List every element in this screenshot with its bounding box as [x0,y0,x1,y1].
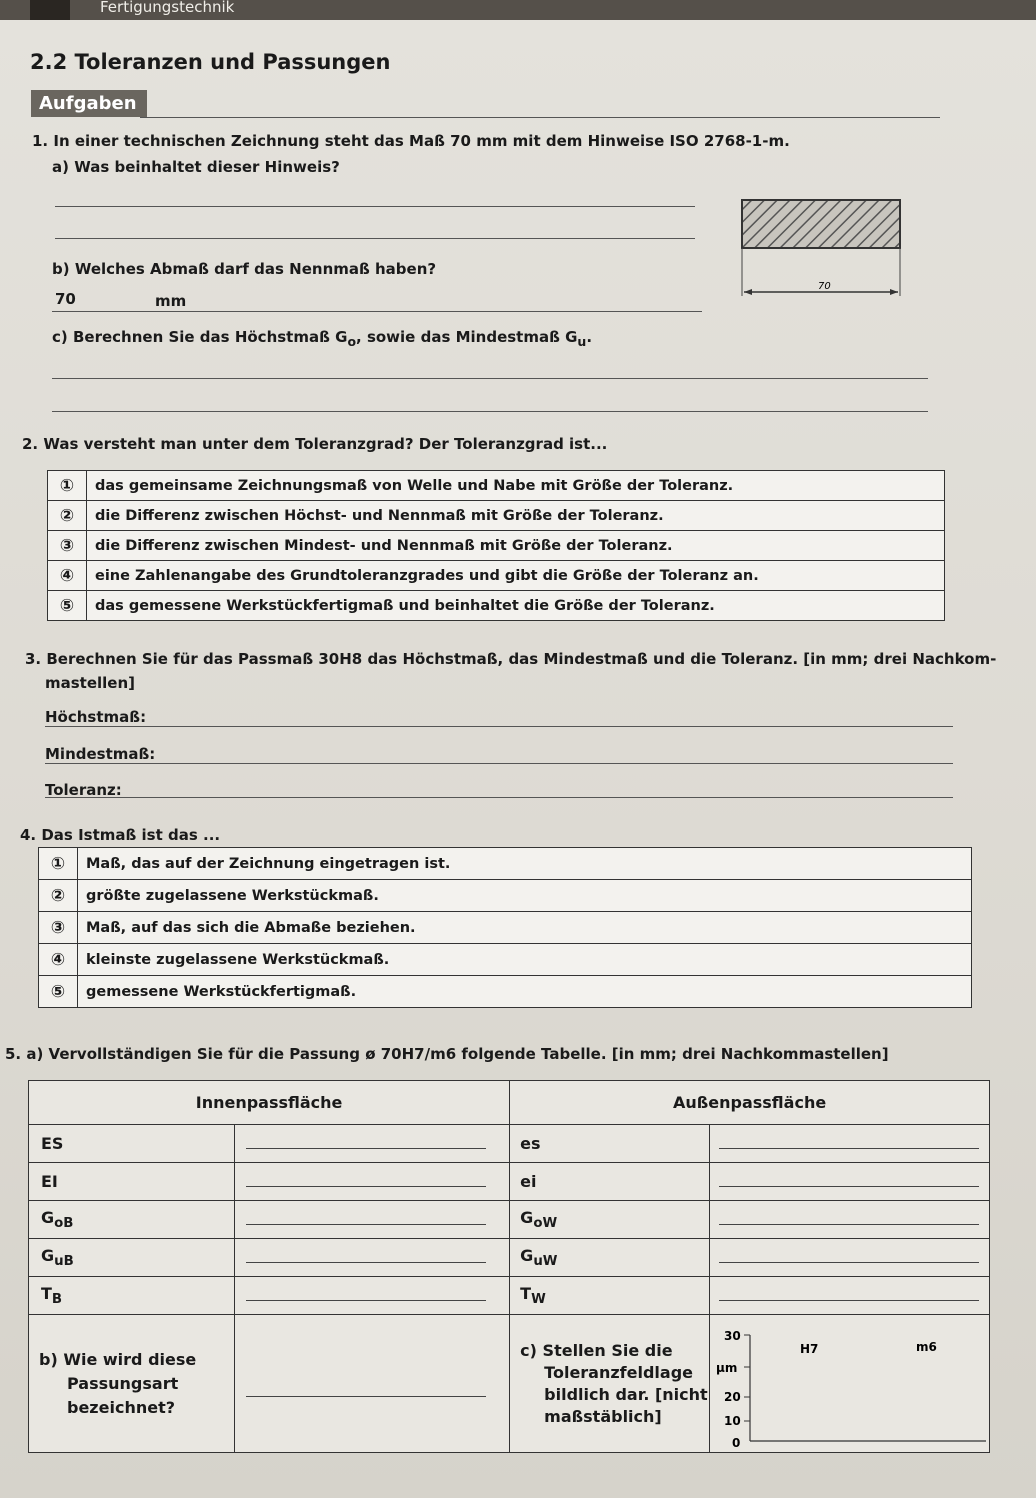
option-text: das gemessene Werkstückfertigmaß und beinhaltet die Größe der Toleranz. [87,591,945,621]
q2-options-table [47,470,945,621]
q1c-answer-line-1[interactable] [52,378,928,379]
q5b-question: b) Wie wird diese Passungsart bezeichnet? [29,1315,235,1453]
q1c-text: c) Berechnen Sie das Höchstmaß $G_o$, sowie das Mindestmaß $G_u$. [52,328,593,349]
outer-row-label: $G_{oW}$ [510,1201,710,1239]
option-text: Maß, auf das sich die Abmaße beziehen. [78,912,972,944]
option-number: ③ [39,912,78,944]
q2-option-1[interactable] [48,471,945,501]
q4-option-1[interactable] [39,848,972,880]
inner-row-label: ES [29,1125,235,1163]
q3-tol-label: Toleranz: [45,781,122,799]
inner-answer-cell[interactable] [235,1163,510,1201]
q5b-answer-cell[interactable] [235,1315,510,1453]
option-number: ① [48,471,87,501]
q3-min-label: Mindestmaß: [45,745,156,763]
figure-dimension-label: 70 [818,281,831,292]
tolerance-field-chart[interactable] [710,1317,988,1451]
option-number: ④ [39,944,78,976]
m6-label: m6 [916,1339,937,1354]
inner-answer-cell[interactable] [235,1125,510,1163]
answer-line[interactable] [719,1186,979,1187]
tasks-divider [140,117,940,118]
page-number-tab [30,0,70,20]
q5c-question: c) Stellen Sie die Toleranzfeldlage bildlich dar. [nicht maßstäblich] [510,1315,710,1453]
q1a-answer-line-1[interactable] [55,206,695,207]
inner-row-label: EI [29,1163,235,1201]
option-number: ⑤ [39,976,78,1008]
part-drawing-figure [740,198,903,298]
tolerance-field-diagram-cell[interactable] [710,1315,990,1453]
inner-surface-header: Innenpassfläche [29,1081,510,1125]
answer-line[interactable] [719,1300,979,1301]
option-text: eine Zahlenangabe des Grundtoleranzgrades und gibt die Größe der Toleranz an. [87,561,945,591]
option-number: ⑤ [48,591,87,621]
q1a-answer-line-2[interactable] [55,238,695,239]
option-text: die Differenz zwischen Höchst- und Nennmaß mit Größe der Toleranz. [87,501,945,531]
answer-line[interactable] [719,1224,979,1225]
q2-option-2[interactable] [48,501,945,531]
q2-option-4[interactable] [48,561,945,591]
q4-text: 4. Das Istmaß ist das ... [20,826,221,844]
inner-row-label: $G_{oB}$ [29,1201,235,1239]
q1-text: 1. In einer technischen Zeichnung steht das Maß 70 mm mit dem Hinweise ISO 2768-1-m. [32,132,790,150]
q1b-answer-line[interactable] [52,311,702,312]
q2-text: 2. Was versteht man unter dem Toleranzgrad? Der Toleranzgrad ist... [22,435,608,453]
q3-max-label: Höchstmaß: [45,708,147,726]
axis-unit-label: µm [716,1360,738,1375]
q4-option-3[interactable] [39,912,972,944]
option-text: größte zugelassene Werkstückmaß. [78,880,972,912]
answer-line[interactable] [719,1148,979,1149]
option-number: ④ [48,561,87,591]
answer-line[interactable] [246,1186,486,1187]
q2-option-3[interactable] [48,531,945,561]
h7-label: H7 [800,1341,819,1356]
q3-text-line2: mastellen] [45,674,136,692]
outer-answer-cell[interactable] [710,1163,990,1201]
outer-answer-cell[interactable] [710,1277,990,1315]
inner-row-label: $G_{uB}$ [29,1239,235,1277]
answer-line[interactable] [246,1148,486,1149]
q1b-value: 70 [55,290,76,308]
option-text: kleinste zugelassene Werkstückmaß. [78,944,972,976]
q4-option-2[interactable] [39,880,972,912]
option-text: die Differenz zwischen Mindest- und Nennmaß mit Größe der Toleranz. [87,531,945,561]
outer-answer-cell[interactable] [710,1239,990,1277]
answer-line[interactable] [246,1262,486,1263]
inner-answer-cell[interactable] [235,1239,510,1277]
inner-answer-cell[interactable] [235,1201,510,1239]
answer-line[interactable] [719,1262,979,1263]
option-number: ① [39,848,78,880]
outer-row-label: ei [510,1163,710,1201]
tick-label-0: 0 [732,1435,741,1450]
option-text: Maß, das auf der Zeichnung eingetragen ist. [78,848,972,880]
tasks-badge: Aufgaben [31,90,147,117]
outer-row-label: es [510,1125,710,1163]
header-title: Fertigungstechnik [100,0,235,16]
q5-text: 5. a) Vervollständigen Sie für die Passung ø 70H7/m6 folgende Tabelle. [in mm; drei Nachkommastellen] [5,1045,889,1063]
outer-surface-header: Außenpassfläche [510,1081,990,1125]
inner-answer-cell[interactable] [235,1277,510,1315]
outer-row-label: $T_W$ [510,1277,710,1315]
q1a-text: a) Was beinhaltet dieser Hinweis? [52,158,340,176]
outer-answer-cell[interactable] [710,1201,990,1239]
q1c-answer-line-2[interactable] [52,411,928,412]
answer-line[interactable] [246,1300,486,1301]
q3-tol-answer-line[interactable] [45,797,953,798]
q5-fit-table [28,1080,990,1453]
option-text: gemessene Werkstückfertigmaß. [78,976,972,1008]
option-number: ② [48,501,87,531]
option-text: das gemeinsame Zeichnungsmaß von Welle und Nabe mit Größe der Toleranz. [87,471,945,501]
q4-options-table [38,847,972,1008]
q3-min-answer-line[interactable] [45,763,953,764]
outer-row-label: $G_{uW}$ [510,1239,710,1277]
option-number: ② [39,880,78,912]
inner-row-label: $T_B$ [29,1277,235,1315]
q1b-text: b) Welches Abmaß darf das Nennmaß haben? [52,260,437,278]
section-title: 2.2 Toleranzen und Passungen [30,50,391,74]
answer-line[interactable] [246,1224,486,1225]
q3-max-answer-line[interactable] [45,726,953,727]
q1b-unit: mm [155,292,187,310]
q2-option-5[interactable] [48,591,945,621]
q4-option-5[interactable] [39,976,972,1008]
tick-label-30: 30 [724,1328,741,1343]
tick-label-20: 20 [724,1389,741,1404]
tick-label-10: 10 [724,1413,741,1428]
page-header-bar [0,0,1036,20]
answer-line[interactable] [246,1396,486,1397]
q4-option-4[interactable] [39,944,972,976]
q3-text-line1: 3. Berechnen Sie für das Passmaß 30H8 das Höchstmaß, das Mindestmaß und die Toleranz. [in mm; drei Nachkom- [25,650,997,668]
option-number: ③ [48,531,87,561]
outer-answer-cell[interactable] [710,1125,990,1163]
